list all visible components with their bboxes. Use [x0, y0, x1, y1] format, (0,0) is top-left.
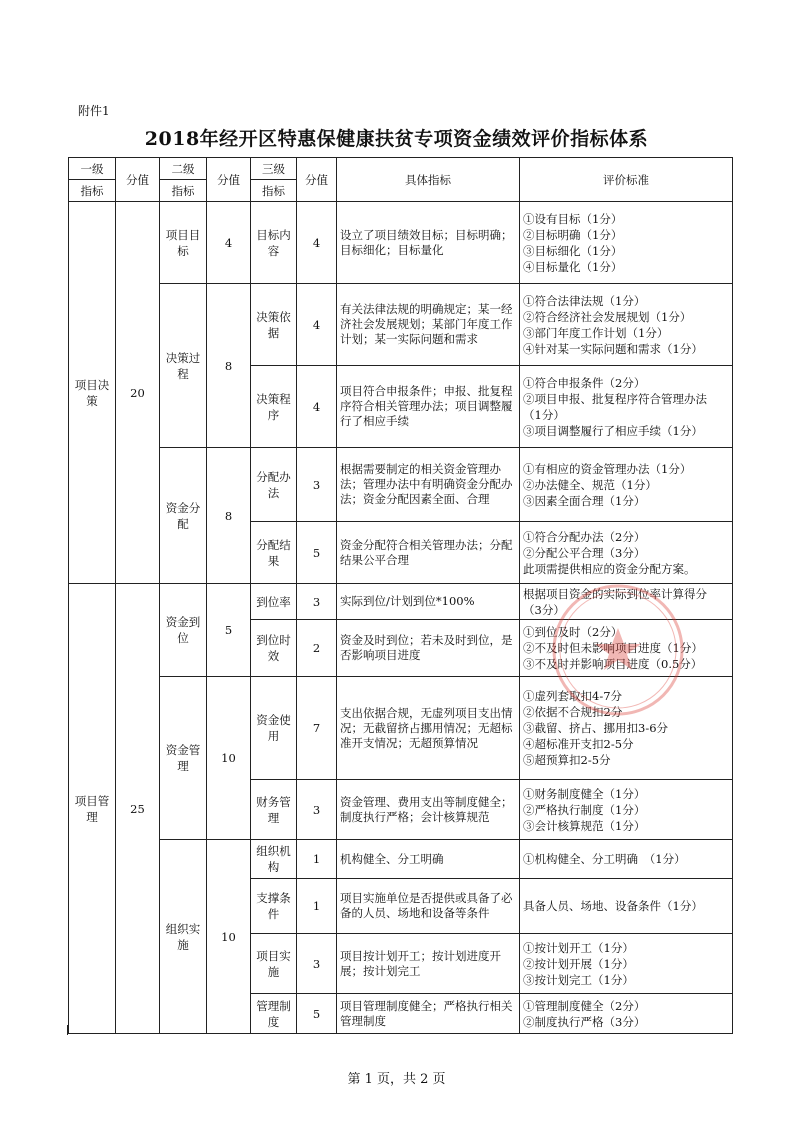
l3-score: 3: [297, 448, 337, 522]
criteria-line: ②分配公平合理（3分）: [523, 545, 646, 560]
table-continuation-line: [67, 1025, 68, 1035]
criteria-line: ①有相应的资金管理办法（1分）: [523, 461, 692, 476]
l3-score: 5: [297, 994, 337, 1034]
spec-text: 实际到位/计划到位*100%: [337, 584, 520, 620]
criteria-cell: [520, 934, 733, 994]
spec-text: 项目管理制度健全；严格执行相关管理制度: [337, 994, 520, 1034]
l3-name: 项目实施: [251, 934, 297, 994]
l2-score: 10: [207, 677, 251, 840]
l1-score: 25: [116, 584, 160, 1034]
l3-name: 资金使用: [251, 677, 297, 780]
page-footer: 第 1 页，共 2 页: [347, 1072, 446, 1087]
header-l2: 二级: [160, 158, 207, 180]
spec-text: 项目按计划开工；按计划进度开展；按计划完工: [337, 934, 520, 994]
criteria-line: ③部门年度工作计划（1分）: [523, 325, 669, 340]
l1-name: 项目决策: [69, 202, 116, 584]
spec-text: 资金及时到位；若未及时到位，是否影响项目进度: [337, 620, 520, 677]
l3-score: 3: [297, 934, 337, 994]
criteria-line: （3分）: [523, 602, 565, 617]
l3-score: 1: [297, 840, 337, 879]
criteria-line: 此项需提供相应的资金分配方案。: [523, 561, 696, 576]
l2-score: 8: [207, 284, 251, 448]
l3-name: 决策程序: [251, 366, 297, 448]
l3-score: 3: [297, 780, 337, 840]
header-row: [69, 158, 733, 180]
l2-name: 资金到位: [160, 584, 207, 677]
criteria-line: ①机构健全、分工明确 （1分）: [523, 852, 686, 866]
criteria-cell: [520, 994, 733, 1034]
table-row: [69, 584, 733, 620]
spec-text: 根据需要制定的相关资金管理办法；管理办法中有明确资金分配办法；资金分配因素全面、合理: [337, 448, 520, 522]
criteria-line: ②不及时但未影响项目进度（1分）: [523, 641, 703, 655]
header-l1-sub: 指标: [69, 180, 116, 202]
l2-name: 决策过程: [160, 284, 207, 448]
criteria-line: ④针对某一实际问题和需求（1分）: [523, 341, 703, 356]
l3-score: 3: [297, 584, 337, 620]
criteria-line: ⑤超预算扣2-5分: [523, 753, 611, 767]
criteria-cell: [520, 366, 733, 448]
spec-text: 项目实施单位是否提供或具备了必备的人员、场地和设备等条件: [337, 879, 520, 934]
l2-score: 4: [207, 202, 251, 284]
criteria-line: ①到位及时（2分）: [523, 625, 623, 639]
l3-name: 到位率: [251, 584, 297, 620]
header-l3-score: 分值: [297, 158, 337, 202]
indicator-table: [68, 157, 733, 1034]
l1-name: 项目管理: [69, 584, 116, 1034]
criteria-cell: [520, 522, 733, 584]
criteria-line: ③因素全面合理（1分）: [523, 493, 646, 508]
criteria-line: 根据项目资金的实际到位率计算得分: [523, 586, 707, 601]
l2-name: 资金管理: [160, 677, 207, 840]
criteria-line: ②项目申报、批复程序符合管理办法: [523, 391, 707, 406]
criteria-cell: [520, 584, 733, 620]
header-l2-score: 分值: [207, 158, 251, 202]
criteria-line: ①虚列套取扣4-7分: [523, 689, 623, 703]
spec-text: 机构健全、分工明确: [337, 840, 520, 879]
criteria-cell: [520, 840, 733, 879]
criteria-line: ③目标细化（1分）: [523, 243, 623, 258]
criteria-line: ③项目调整履行了相应手续（1分）: [523, 423, 703, 438]
l2-score: 8: [207, 448, 251, 584]
header-spec: 具体指标: [337, 158, 520, 202]
criteria-line: ①符合申报条件（2分）: [523, 375, 646, 390]
criteria-line: ④超标准开支扣2-5分: [523, 737, 634, 751]
document-title: 2018年经开区特惠保健康扶贫专项资金绩效评价指标体系: [144, 128, 649, 150]
criteria-line: ②依据不合规扣2分: [523, 705, 623, 719]
criteria-line: 具备人员、场地、设备条件（1分）: [523, 899, 703, 913]
l3-name: 组织机构: [251, 840, 297, 879]
criteria-line: （1分）: [523, 407, 565, 422]
l3-name: 到位时效: [251, 620, 297, 677]
criteria-line: ③不及时并影响项目进度（0.5分）: [523, 657, 703, 671]
criteria-line: ①财务制度健全（1分）: [523, 786, 646, 801]
l3-score: 2: [297, 620, 337, 677]
l2-score: 10: [207, 840, 251, 1034]
attachment-label: 附件1: [78, 104, 110, 118]
criteria-line: ②严格执行制度（1分）: [523, 802, 646, 817]
criteria-line: ①符合法律法规（1分）: [523, 293, 646, 308]
criteria-line: ②符合经济社会发展规划（1分）: [523, 309, 692, 324]
criteria-cell: [520, 677, 733, 780]
criteria-line: ②按计划开展（1分）: [523, 956, 634, 971]
l3-score: 4: [297, 202, 337, 284]
table-row: [69, 840, 733, 879]
criteria-line: ④目标量化（1分）: [523, 259, 623, 274]
l3-score: 1: [297, 879, 337, 934]
spec-text: 资金管理、费用支出等制度健全；制度执行严格；会计核算规范: [337, 780, 520, 840]
l2-name: 项目目标: [160, 202, 207, 284]
criteria-line: ②目标明确（1分）: [523, 227, 623, 242]
l3-score: 4: [297, 284, 337, 366]
header-l3-sub: 指标: [251, 180, 297, 202]
criteria-line: ①符合分配办法（2分）: [523, 529, 646, 544]
header-criteria: 评价标准: [520, 158, 733, 202]
l3-name: 财务管理: [251, 780, 297, 840]
criteria-line: ②制度执行严格（3分）: [523, 1014, 646, 1029]
header-l2-sub: 指标: [160, 180, 207, 202]
spec-text: 支出依据合规，无虚列项目支出情况；无截留挤占挪用情况；无超标准开支情况；无超预算情况: [337, 677, 520, 780]
criteria-cell: [520, 202, 733, 284]
criteria-line: ③会计核算规范（1分）: [523, 818, 646, 833]
l3-name: 管理制度: [251, 994, 297, 1034]
l3-score: 5: [297, 522, 337, 584]
header-l1-score: 分值: [116, 158, 160, 202]
criteria-line: ①管理制度健全（2分）: [523, 998, 646, 1013]
table-row: [69, 284, 733, 366]
criteria-cell: [520, 620, 733, 677]
criteria-line: ③截留、挤占、挪用扣3-6分: [523, 721, 669, 735]
criteria-cell: [520, 448, 733, 522]
criteria-cell: [520, 879, 733, 934]
spec-text: 设立了项目绩效目标；目标明确；目标细化；目标量化: [337, 202, 520, 284]
l3-name: 分配结果: [251, 522, 297, 584]
criteria-cell: [520, 780, 733, 840]
table-row: [69, 448, 733, 522]
header-l1: 一级: [69, 158, 116, 180]
l3-name: 决策依据: [251, 284, 297, 366]
l3-name: 目标内容: [251, 202, 297, 284]
spec-text: 资金分配符合相关管理办法；分配结果公平合理: [337, 522, 520, 584]
l3-score: 7: [297, 677, 337, 780]
l1-score: 20: [116, 202, 160, 584]
criteria-line: ②办法健全、规范（1分）: [523, 477, 657, 492]
l3-name: 分配办法: [251, 448, 297, 522]
criteria-line: ③按计划完工（1分）: [523, 972, 634, 987]
criteria-cell: [520, 284, 733, 366]
table-row: [69, 202, 733, 284]
criteria-line: ①设有目标（1分）: [523, 211, 623, 226]
table-row: [69, 677, 733, 780]
spec-text: 有关法律法规的明确规定；某一经济社会发展规划；某部门年度工作计划；某一实际问题和需求: [337, 284, 520, 366]
l2-name: 组织实施: [160, 840, 207, 1034]
l3-name: 支撑条件: [251, 879, 297, 934]
l3-score: 4: [297, 366, 337, 448]
l2-score: 5: [207, 584, 251, 677]
criteria-line: ①按计划开工（1分）: [523, 940, 634, 955]
spec-text: 项目符合申报条件；申报、批复程序符合相关管理办法；项目调整履行了相应手续: [337, 366, 520, 448]
l2-name: 资金分配: [160, 448, 207, 584]
header-l3: 三级: [251, 158, 297, 180]
